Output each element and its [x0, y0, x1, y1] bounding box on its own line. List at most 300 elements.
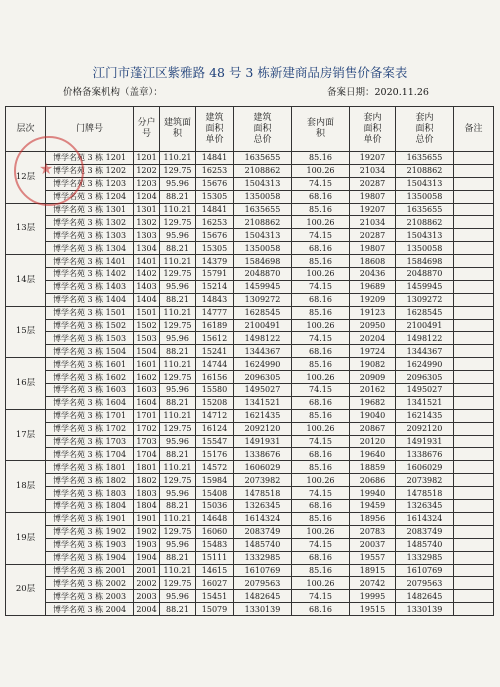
column-header-text: 面积 [205, 123, 224, 134]
table-cell [454, 371, 494, 384]
floor-label: 16层 [6, 358, 46, 410]
table-cell: 18608 [350, 255, 396, 268]
table-cell: 2092120 [234, 422, 292, 435]
table-cell: 14777 [196, 306, 234, 319]
table-cell: 博学名苑 3 栋 1704 [46, 448, 134, 461]
table-cell: 1402 [134, 268, 160, 281]
table-cell [454, 152, 494, 165]
table-cell: 18859 [350, 461, 396, 474]
table-row [6, 409, 494, 422]
table-cell [454, 448, 494, 461]
table-cell: 1332985 [396, 551, 454, 564]
table-cell: 85.16 [292, 203, 350, 216]
table-cell: 1326345 [396, 500, 454, 513]
agency-label: 价格备案机构（盖章）： [63, 87, 163, 98]
table-cell: 1503 [134, 332, 160, 345]
table-cell: 博学名苑 3 栋 1501 [46, 306, 134, 319]
table-cell: 1635655 [234, 203, 292, 216]
table-cell: 1403 [134, 280, 160, 293]
table-cell: 博学名苑 3 栋 1804 [46, 500, 134, 513]
table-cell: 20162 [350, 384, 396, 397]
table-cell: 1204 [134, 190, 160, 203]
table-row [6, 280, 494, 293]
table-cell: 20287 [350, 229, 396, 242]
table-cell: 88.21 [160, 345, 196, 358]
table-row [6, 345, 494, 358]
table-cell: 129.75 [160, 319, 196, 332]
table-cell: 1491931 [234, 435, 292, 448]
table-cell: 14712 [196, 409, 234, 422]
table-cell: 1478518 [234, 487, 292, 500]
table-cell: 15451 [196, 590, 234, 603]
table-cell: 14744 [196, 358, 234, 371]
table-cell: 1309272 [234, 293, 292, 306]
table-cell [454, 512, 494, 525]
table-cell: 100.26 [292, 577, 350, 590]
table-cell: 1628545 [234, 306, 292, 319]
table-row [6, 216, 494, 229]
table-row [6, 164, 494, 177]
table-cell: 1485740 [234, 538, 292, 551]
table-row [6, 371, 494, 384]
table-cell: 95.96 [160, 538, 196, 551]
table-row [6, 384, 494, 397]
table-cell: 68.16 [292, 603, 350, 616]
table-cell: 85.16 [292, 306, 350, 319]
table-cell: 博学名苑 3 栋 1304 [46, 242, 134, 255]
table-cell: 15791 [196, 268, 234, 281]
table-cell: 100.26 [292, 319, 350, 332]
table-cell: 2083749 [396, 525, 454, 538]
table-cell: 2108862 [234, 164, 292, 177]
column-header [160, 107, 196, 152]
table-cell: 1614324 [396, 512, 454, 525]
table-row [6, 203, 494, 216]
table-cell: 15214 [196, 280, 234, 293]
table-cell: 2108862 [234, 216, 292, 229]
table-cell: 博学名苑 3 栋 1603 [46, 384, 134, 397]
table-cell [454, 293, 494, 306]
table-cell [454, 538, 494, 551]
table-cell: 74.15 [292, 332, 350, 345]
table-cell [454, 203, 494, 216]
column-header-text: 建筑 [253, 112, 272, 123]
column-header-text: 号 [141, 129, 151, 139]
table-cell: 1338676 [396, 448, 454, 461]
table-cell: 100.26 [292, 164, 350, 177]
price-table [5, 106, 494, 616]
table-cell: 20742 [350, 577, 396, 590]
table-row [6, 319, 494, 332]
table-cell: 14615 [196, 564, 234, 577]
table-cell: 1478518 [396, 487, 454, 500]
table-cell: 19515 [350, 603, 396, 616]
table-cell: 博学名苑 3 栋 1604 [46, 396, 134, 409]
table-cell: 1491931 [396, 435, 454, 448]
table-cell: 19459 [350, 500, 396, 513]
table-cell: 15984 [196, 474, 234, 487]
table-row [6, 152, 494, 165]
table-cell: 19995 [350, 590, 396, 603]
table-cell: 2096305 [396, 371, 454, 384]
table-cell: 2048870 [396, 268, 454, 281]
table-cell: 74.15 [292, 384, 350, 397]
table-cell: 1504313 [396, 229, 454, 242]
table-cell: 1621435 [234, 409, 292, 422]
table-cell: 95.96 [160, 487, 196, 500]
column-header-text: 面积 [363, 123, 382, 134]
table-cell: 1903 [134, 538, 160, 551]
table-cell: 1203 [134, 177, 160, 190]
table-row [6, 268, 494, 281]
table-cell: 2100491 [234, 319, 292, 332]
table-cell: 2004 [134, 603, 160, 616]
table-cell: 74.15 [292, 538, 350, 551]
table-cell [454, 164, 494, 177]
table-row [6, 332, 494, 345]
table-cell: 2083749 [234, 525, 292, 538]
table-cell: 85.16 [292, 409, 350, 422]
table-cell: 1326345 [234, 500, 292, 513]
table-cell: 14379 [196, 255, 234, 268]
table-cell [454, 487, 494, 500]
table-cell: 95.96 [160, 332, 196, 345]
table-cell: 15305 [196, 190, 234, 203]
table-cell: 15547 [196, 435, 234, 448]
table-cell: 2048870 [234, 268, 292, 281]
table-cell: 68.16 [292, 396, 350, 409]
table-cell: 博学名苑 3 栋 1303 [46, 229, 134, 242]
table-cell: 博学名苑 3 栋 1301 [46, 203, 134, 216]
table-cell: 100.26 [292, 268, 350, 281]
table-cell: 1584698 [396, 255, 454, 268]
table-cell: 95.96 [160, 229, 196, 242]
table-cell: 博学名苑 3 栋 2004 [46, 603, 134, 616]
table-cell: 88.21 [160, 448, 196, 461]
table-cell: 1332985 [234, 551, 292, 564]
table-cell [454, 551, 494, 564]
table-cell: 2092120 [396, 422, 454, 435]
table-cell: 85.16 [292, 255, 350, 268]
table-cell: 15079 [196, 603, 234, 616]
table-cell: 博学名苑 3 栋 1402 [46, 268, 134, 281]
table-cell: 88.21 [160, 551, 196, 564]
table-cell [454, 177, 494, 190]
table-cell [454, 461, 494, 474]
table-cell: 110.21 [160, 152, 196, 165]
table-cell [454, 306, 494, 319]
floor-label: 14层 [6, 255, 46, 307]
table-cell: 1459945 [396, 280, 454, 293]
table-cell: 博学名苑 3 栋 1801 [46, 461, 134, 474]
table-cell: 1702 [134, 422, 160, 435]
table-cell: 110.21 [160, 203, 196, 216]
table-cell: 85.16 [292, 152, 350, 165]
table-cell: 1804 [134, 500, 160, 513]
table-cell: 1350058 [234, 190, 292, 203]
table-cell: 1635655 [234, 152, 292, 165]
table-cell: 博学名苑 3 栋 1403 [46, 280, 134, 293]
column-header-text: 单价 [363, 134, 382, 145]
table-cell: 1504313 [234, 229, 292, 242]
table-cell: 1601 [134, 358, 160, 371]
table-cell: 110.21 [160, 564, 196, 577]
table-cell [454, 525, 494, 538]
table-cell [454, 422, 494, 435]
table-cell: 18956 [350, 512, 396, 525]
table-cell: 博学名苑 3 栋 1204 [46, 190, 134, 203]
column-header-text: 备注 [464, 123, 483, 134]
table-cell: 129.75 [160, 422, 196, 435]
table-cell: 博学名苑 3 栋 1901 [46, 512, 134, 525]
table-cell: 1501 [134, 306, 160, 319]
table-cell [454, 474, 494, 487]
table-row [6, 177, 494, 190]
column-header [454, 107, 494, 152]
table-cell: 1614324 [234, 512, 292, 525]
table-cell: 110.21 [160, 409, 196, 422]
filing-date-value: 2020.11.26 [374, 87, 429, 98]
table-cell: 1344367 [396, 345, 454, 358]
column-header-text: 建筑 [205, 112, 224, 123]
table-cell: 129.75 [160, 371, 196, 384]
table-cell: 19724 [350, 345, 396, 358]
table-row [6, 448, 494, 461]
table-cell: 95.96 [160, 435, 196, 448]
table-cell: 88.21 [160, 603, 196, 616]
table-cell: 1635655 [396, 203, 454, 216]
table-cell: 2003 [134, 590, 160, 603]
table-cell [454, 435, 494, 448]
table-cell: 1504313 [396, 177, 454, 190]
document-title: 江门市蓬江区紫雅路 48 号 3 栋新建商品房销售价备案表 [92, 65, 408, 80]
table-cell: 1482645 [234, 590, 292, 603]
table-cell [454, 255, 494, 268]
table-cell: 博学名苑 3 栋 1602 [46, 371, 134, 384]
table-cell: 2079563 [234, 577, 292, 590]
column-header [134, 107, 160, 152]
table-cell: 15208 [196, 396, 234, 409]
table-row [6, 461, 494, 474]
table-cell: 68.16 [292, 551, 350, 564]
table-row [6, 487, 494, 500]
table-cell: 博学名苑 3 栋 1404 [46, 293, 134, 306]
table-row [6, 500, 494, 513]
table-cell: 1502 [134, 319, 160, 332]
table-cell: 博学名苑 3 栋 2003 [46, 590, 134, 603]
table-cell: 14841 [196, 203, 234, 216]
table-cell: 1904 [134, 551, 160, 564]
table-cell: 129.75 [160, 577, 196, 590]
table-cell [454, 577, 494, 590]
table-cell: 博学名苑 3 栋 1802 [46, 474, 134, 487]
table-cell: 110.21 [160, 512, 196, 525]
table-cell: 14648 [196, 512, 234, 525]
table-cell: 15408 [196, 487, 234, 500]
table-cell: 15176 [196, 448, 234, 461]
table-cell: 1495027 [234, 384, 292, 397]
table-cell [454, 190, 494, 203]
table-cell: 16253 [196, 164, 234, 177]
table-cell: 博学名苑 3 栋 1203 [46, 177, 134, 190]
table-cell [454, 332, 494, 345]
table-row [6, 551, 494, 564]
table-cell: 1803 [134, 487, 160, 500]
table-cell [454, 319, 494, 332]
table-cell: 博学名苑 3 栋 2001 [46, 564, 134, 577]
table-cell [454, 242, 494, 255]
column-header [234, 107, 292, 152]
table-cell [454, 268, 494, 281]
table-cell: 74.15 [292, 229, 350, 242]
column-header-text: 建筑面 [163, 118, 191, 128]
table-cell: 博学名苑 3 栋 1401 [46, 255, 134, 268]
table-cell: 1330139 [396, 603, 454, 616]
table-cell: 1624990 [396, 358, 454, 371]
table-cell: 74.15 [292, 177, 350, 190]
table-cell: 19807 [350, 190, 396, 203]
table-cell: 1350058 [396, 242, 454, 255]
table-cell: 85.16 [292, 512, 350, 525]
floor-label: 17层 [6, 409, 46, 461]
table-cell [454, 229, 494, 242]
table-cell: 19682 [350, 396, 396, 409]
table-cell: 1902 [134, 525, 160, 538]
table-cell: 16027 [196, 577, 234, 590]
table-cell: 20204 [350, 332, 396, 345]
table-row [6, 525, 494, 538]
table-cell: 14841 [196, 152, 234, 165]
table-cell: 1603 [134, 384, 160, 397]
table-cell: 博学名苑 3 栋 1601 [46, 358, 134, 371]
column-header-text: 总价 [415, 134, 434, 145]
table-cell: 1485740 [396, 538, 454, 551]
table-cell: 1704 [134, 448, 160, 461]
table-cell: 博学名苑 3 栋 1902 [46, 525, 134, 538]
table-cell: 博学名苑 3 栋 1201 [46, 152, 134, 165]
table-cell: 16060 [196, 525, 234, 538]
table-cell: 19940 [350, 487, 396, 500]
table-row [6, 358, 494, 371]
table-cell: 19207 [350, 203, 396, 216]
table-row [6, 474, 494, 487]
table-cell: 1309272 [396, 293, 454, 306]
table-cell: 20950 [350, 319, 396, 332]
table-cell: 1606029 [396, 461, 454, 474]
table-cell: 2079563 [396, 577, 454, 590]
table-cell: 博学名苑 3 栋 1803 [46, 487, 134, 500]
table-cell [454, 216, 494, 229]
table-cell: 1201 [134, 152, 160, 165]
table-cell: 68.16 [292, 345, 350, 358]
table-cell: 博学名苑 3 栋 1903 [46, 538, 134, 551]
table-cell [454, 500, 494, 513]
column-header-text: 面积 [253, 123, 272, 134]
table-cell: 68.16 [292, 190, 350, 203]
table-header-row [6, 107, 494, 152]
table-cell: 88.21 [160, 396, 196, 409]
table-cell: 18915 [350, 564, 396, 577]
column-header [6, 107, 46, 152]
column-header-text: 单价 [205, 134, 224, 145]
table-cell: 博学名苑 3 栋 2002 [46, 577, 134, 590]
table-cell: 博学名苑 3 栋 1202 [46, 164, 134, 177]
table-cell: 95.96 [160, 280, 196, 293]
table-cell: 20287 [350, 177, 396, 190]
column-header [350, 107, 396, 152]
table-cell: 15580 [196, 384, 234, 397]
table-cell: 1482645 [396, 590, 454, 603]
column-header-text: 面积 [415, 123, 434, 134]
table-cell: 1701 [134, 409, 160, 422]
table-cell: 1624990 [234, 358, 292, 371]
table-cell: 95.96 [160, 384, 196, 397]
table-cell: 16253 [196, 216, 234, 229]
table-cell: 博学名苑 3 栋 1701 [46, 409, 134, 422]
table-cell: 85.16 [292, 358, 350, 371]
table-cell: 20783 [350, 525, 396, 538]
table-cell: 88.21 [160, 190, 196, 203]
column-header [292, 107, 350, 152]
table-cell: 1341521 [396, 396, 454, 409]
table-cell: 19689 [350, 280, 396, 293]
table-cell: 110.21 [160, 461, 196, 474]
table-cell: 100.26 [292, 474, 350, 487]
table-cell: 110.21 [160, 255, 196, 268]
table-cell: 1401 [134, 255, 160, 268]
table-cell [454, 280, 494, 293]
table-cell: 129.75 [160, 216, 196, 229]
table-cell: 68.16 [292, 448, 350, 461]
table-cell: 1495027 [396, 384, 454, 397]
table-cell: 129.75 [160, 164, 196, 177]
table-cell: 1350058 [396, 190, 454, 203]
table-cell: 1801 [134, 461, 160, 474]
table-cell: 博学名苑 3 栋 1702 [46, 422, 134, 435]
table-cell: 15241 [196, 345, 234, 358]
table-cell: 15305 [196, 242, 234, 255]
floor-label: 15层 [6, 306, 46, 358]
table-cell: 20037 [350, 538, 396, 551]
column-header-text: 门牌号 [75, 123, 103, 134]
table-row [6, 590, 494, 603]
table-cell: 15676 [196, 229, 234, 242]
table-cell: 1901 [134, 512, 160, 525]
table-cell: 74.15 [292, 435, 350, 448]
table-cell: 2100491 [396, 319, 454, 332]
table-cell: 1459945 [234, 280, 292, 293]
table-row [6, 396, 494, 409]
column-header-text: 分户 [137, 118, 156, 128]
table-cell: 14572 [196, 461, 234, 474]
table-cell: 74.15 [292, 280, 350, 293]
column-header [396, 107, 454, 152]
table-cell: 1504313 [234, 177, 292, 190]
table-cell: 1301 [134, 203, 160, 216]
table-cell: 129.75 [160, 474, 196, 487]
table-cell: 16156 [196, 371, 234, 384]
table-cell: 2073982 [396, 474, 454, 487]
column-header [46, 107, 134, 152]
table-cell: 1610769 [396, 564, 454, 577]
table-cell: 1703 [134, 435, 160, 448]
table-row [6, 603, 494, 616]
table-cell: 19557 [350, 551, 396, 564]
table-cell [454, 590, 494, 603]
table-cell: 2096305 [234, 371, 292, 384]
table-row [6, 255, 494, 268]
table-row [6, 306, 494, 319]
